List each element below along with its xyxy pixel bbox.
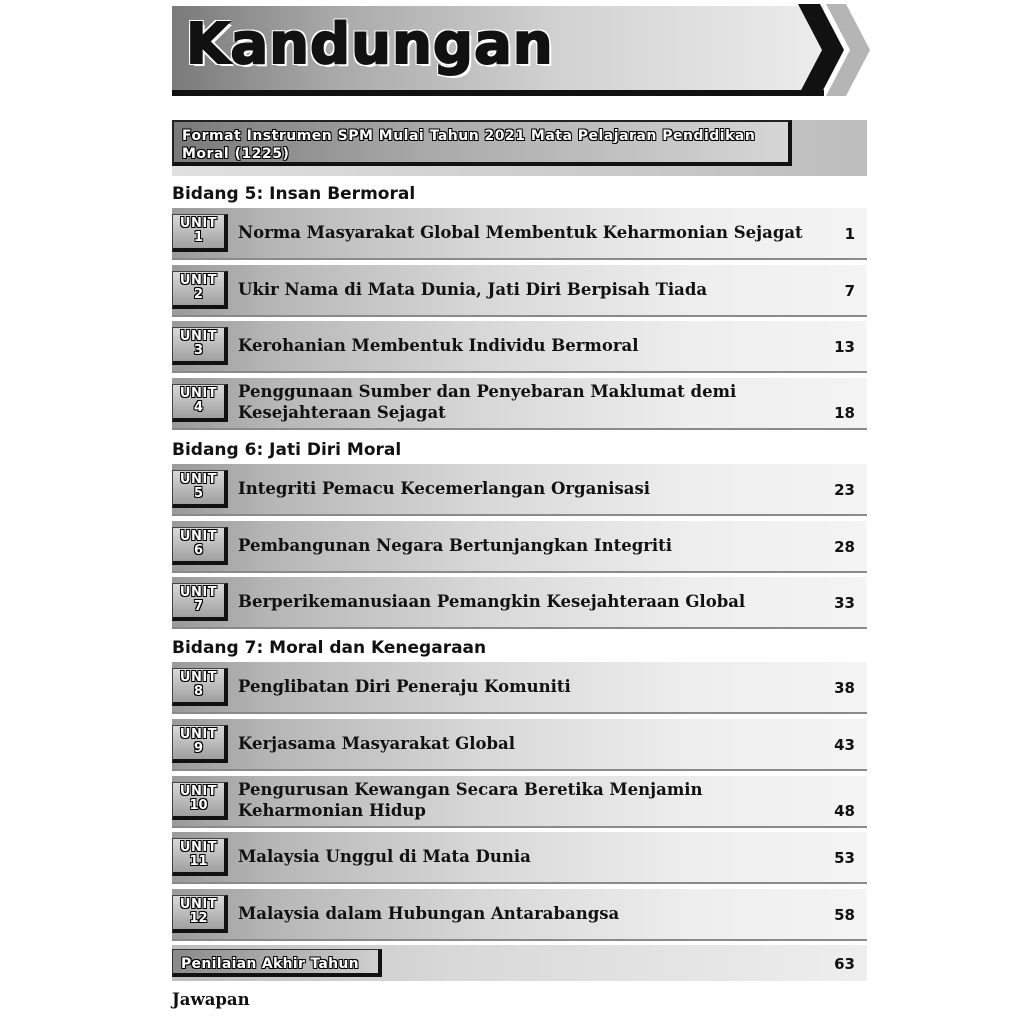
unit-title: Penglibatan Diri Peneraju Komuniti [238,677,571,696]
unit-badge-number: 9 [193,741,204,756]
unit-title: Integriti Pemacu Kecemerlangan Organisasi [238,479,651,498]
section-heading: Bidang 5: Insan Bermoral [172,184,416,204]
unit-badge-number: 3 [193,343,204,358]
unit-badge-number: 11 [189,854,208,869]
unit-row-6[interactable] [172,521,867,573]
section-heading: Bidang 6: Jati Diri Moral [172,440,402,460]
unit-title: Penggunaan Sumber dan Penyebaran Maklumat demi Kesejahteraan Sejagat [238,382,737,422]
unit-page-number: 28 [834,538,855,556]
unit-row-3[interactable] [172,321,867,373]
unit-row-11[interactable] [172,832,867,884]
unit-badge-label: UNIT [179,585,218,600]
unit-row-10[interactable] [172,776,867,828]
unit-badge-number: 7 [193,599,204,614]
unit-badge [172,838,228,876]
jawapan-link[interactable]: Jawapan [172,990,250,1009]
unit-badge-label: UNIT [179,670,218,685]
unit-row-5[interactable] [172,464,867,516]
unit-page-number: 23 [834,481,855,499]
unit-badge [172,327,228,365]
unit-badge-number: 2 [193,287,204,302]
format-box[interactable] [172,120,792,166]
unit-badge [172,214,228,252]
unit-badge-number: 8 [193,684,204,699]
unit-row-2[interactable] [172,265,867,317]
unit-badge-label: UNIT [179,840,218,855]
unit-badge-label: UNIT [179,472,218,487]
unit-title: Pembangunan Negara Bertunjangkan Integriti [238,536,673,555]
penilaian-row[interactable] [172,945,867,981]
unit-title: Malaysia Unggul di Mata Dunia [238,847,531,866]
unit-page-number: 7 [844,282,855,300]
unit-badge-label: UNIT [179,386,218,401]
unit-badge [172,782,228,820]
unit-badge-number: 12 [189,911,208,926]
unit-page-number: 48 [834,802,855,820]
unit-page-number: 1 [844,225,855,243]
unit-page-number: 43 [834,736,855,754]
unit-badge [172,895,228,933]
penilaian-badge [172,949,382,977]
unit-page-number: 38 [834,679,855,697]
unit-badge-label: UNIT [179,216,218,231]
unit-badge-number: 1 [193,230,204,245]
chevron-right-icon [790,4,870,96]
unit-title: Malaysia dalam Hubungan Antarabangsa [238,904,620,923]
unit-page-number: 53 [834,849,855,867]
page-title: Kandungan [186,12,554,77]
unit-badge [172,470,228,508]
unit-row-1[interactable] [172,208,867,260]
unit-page-number: 18 [834,404,855,422]
unit-badge [172,384,228,422]
unit-badge-label: UNIT [179,529,218,544]
unit-page-number: 13 [834,338,855,356]
unit-badge [172,668,228,706]
unit-row-4[interactable] [172,378,867,430]
unit-page-number: 33 [834,594,855,612]
format-box-text: Format Instrumen SPM Mulai Tahun 2021 Mata Pelajaran Pendidikan Moral (1225) [182,128,756,162]
unit-row-7[interactable] [172,577,867,629]
unit-badge [172,527,228,565]
penilaian-label: Penilaian Akhir Tahun [181,956,359,972]
unit-badge-number: 10 [189,798,208,813]
unit-title: Kerjasama Masyarakat Global [238,734,515,753]
penilaian-page-number: 63 [834,955,855,973]
unit-title: Pengurusan Kewangan Secara Beretika Menjamin Keharmonian Hidup [238,780,703,820]
unit-badge-label: UNIT [179,784,218,799]
unit-title: Kerohanian Membentuk Individu Bermoral [238,336,639,355]
unit-badge-label: UNIT [179,329,218,344]
unit-badge-label: UNIT [179,273,218,288]
unit-title: Berperikemanusiaan Pemangkin Kesejahteraan Global [238,592,746,611]
unit-page-number: 58 [834,906,855,924]
section-heading: Bidang 7: Moral dan Kenegaraan [172,638,487,658]
unit-badge [172,725,228,763]
unit-badge-number: 4 [193,400,204,415]
unit-row-8[interactable] [172,662,867,714]
unit-badge-number: 6 [193,543,204,558]
unit-title: Norma Masyarakat Global Membentuk Keharmonian Sejagat [238,223,803,242]
unit-badge [172,583,228,621]
unit-badge-label: UNIT [179,897,218,912]
unit-row-12[interactable] [172,889,867,941]
header-banner [172,6,824,96]
unit-badge-number: 5 [193,486,204,501]
unit-badge-label: UNIT [179,727,218,742]
unit-title: Ukir Nama di Mata Dunia, Jati Diri Berpisah Tiada [238,280,708,299]
unit-row-9[interactable] [172,719,867,771]
unit-badge [172,271,228,309]
